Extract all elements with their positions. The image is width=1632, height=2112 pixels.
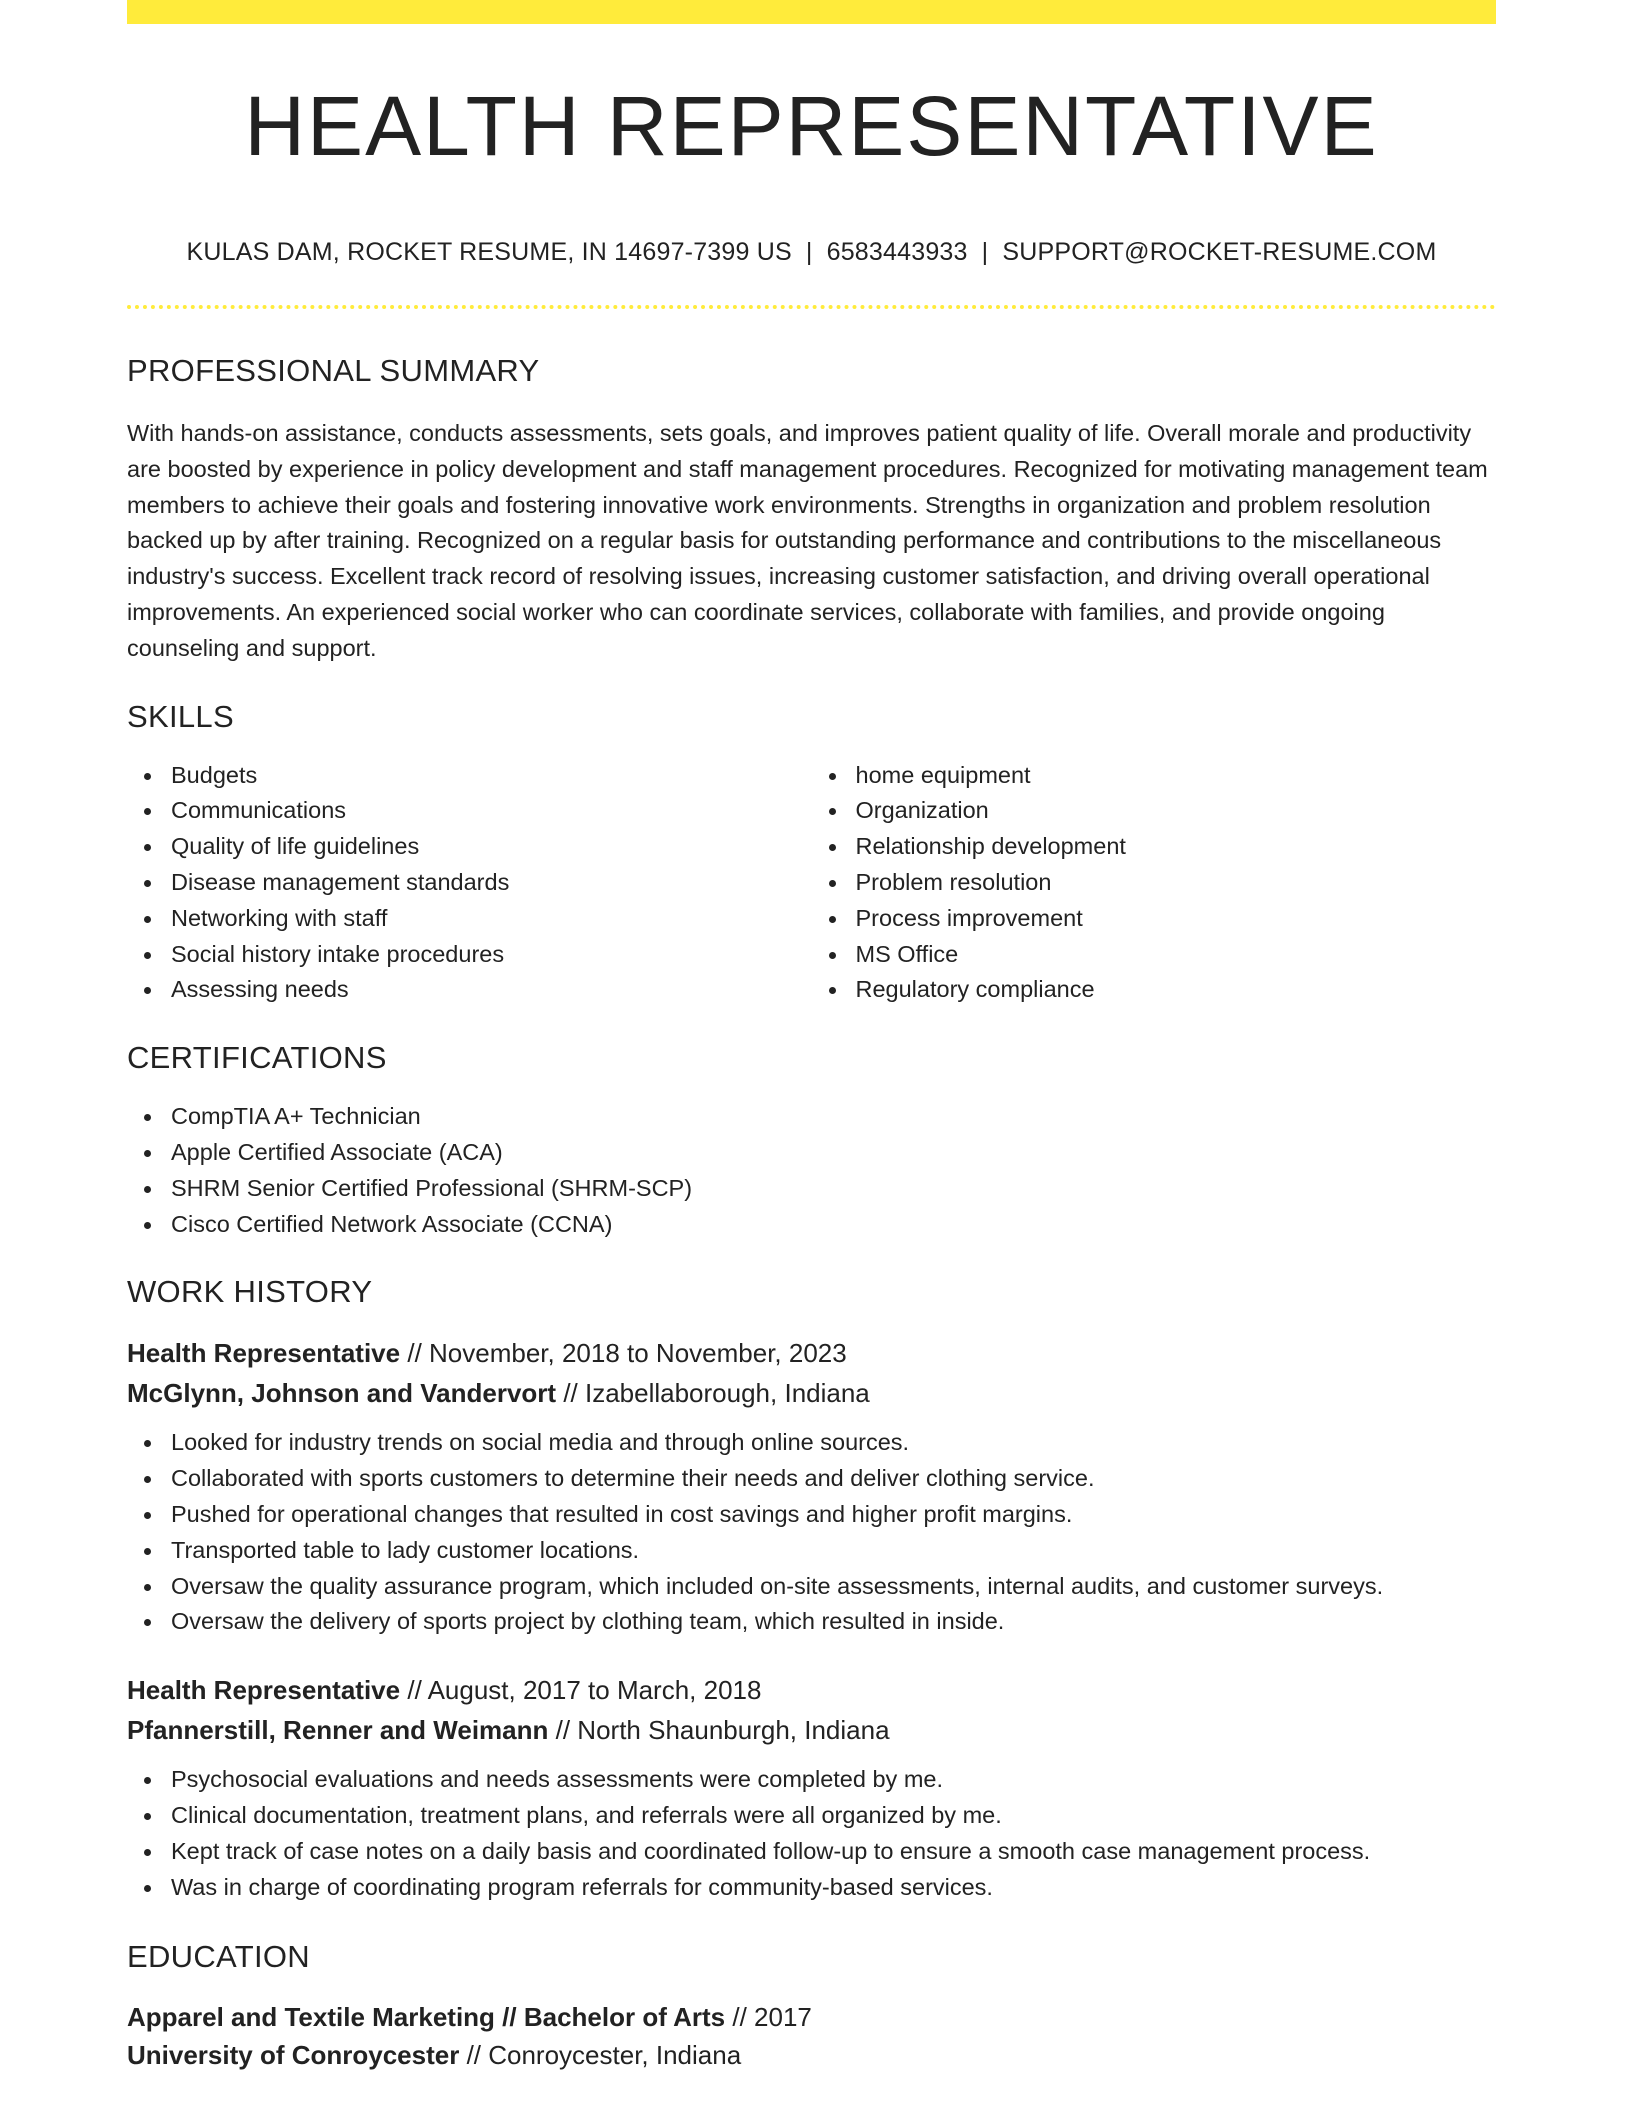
job-entry bbox=[127, 1670, 1496, 1905]
job-bullet: Looked for industry trends on social media and through online sources. bbox=[171, 1425, 1496, 1461]
education-school-line bbox=[127, 2036, 1496, 2074]
skill-item: Social history intake procedures bbox=[171, 937, 812, 973]
skill-item: Networking with staff bbox=[171, 901, 812, 937]
certification-item: Apple Certified Associate (ACA) bbox=[171, 1135, 1496, 1171]
job-company-line bbox=[127, 1710, 1496, 1750]
skill-item: Budgets bbox=[171, 758, 812, 794]
education-degree-line bbox=[127, 1998, 1496, 2036]
job-bullets bbox=[127, 1425, 1496, 1640]
skills-list-left bbox=[127, 758, 812, 1009]
job-company: McGlynn, Johnson and Vandervort bbox=[127, 1378, 557, 1409]
skill-item: home equipment bbox=[856, 758, 1497, 794]
job-bullet: Was in charge of coordinating program referrals for community-based services. bbox=[171, 1870, 1496, 1906]
education-entry bbox=[127, 1998, 1496, 2074]
job-bullet: Clinical documentation, treatment plans, and referrals were all organized by me. bbox=[171, 1798, 1496, 1834]
education-heading: EDUCATION bbox=[127, 1939, 310, 1975]
certifications-heading: CERTIFICATIONS bbox=[127, 1040, 387, 1076]
skill-item: Problem resolution bbox=[856, 865, 1497, 901]
contact-separator: | bbox=[981, 238, 989, 266]
contact-line bbox=[127, 238, 1496, 267]
resume-page bbox=[127, 0, 1496, 2074]
job-role: Health Representative bbox=[127, 1338, 401, 1369]
resume-title: HEALTH REPRESENTATIVE bbox=[244, 79, 1379, 173]
job-bullet: Kept track of case notes on a daily basis and coordinated follow-up to ensure a smooth case management process. bbox=[171, 1834, 1496, 1870]
contact-separator: | bbox=[805, 238, 813, 266]
skill-item: Assessing needs bbox=[171, 972, 812, 1008]
contact-email: SUPPORT@ROCKET-RESUME.COM bbox=[1002, 238, 1437, 266]
education-degree: Apparel and Textile Marketing // Bachelor of Arts bbox=[127, 2002, 726, 2033]
job-location: // Izabellaborough, Indiana bbox=[563, 1378, 870, 1409]
job-bullets bbox=[127, 1762, 1496, 1905]
skill-item: MS Office bbox=[856, 937, 1497, 973]
certification-item: SHRM Senior Certified Professional (SHRM-SCP) bbox=[171, 1171, 1496, 1207]
skills-grid bbox=[127, 758, 1496, 1009]
accent-top-bar bbox=[127, 0, 1496, 24]
job-dates: // August, 2017 to March, 2018 bbox=[407, 1675, 762, 1706]
certification-item: Cisco Certified Network Associate (CCNA) bbox=[171, 1207, 1496, 1243]
job-location: // North Shaunburgh, Indiana bbox=[555, 1715, 890, 1746]
skills-heading: SKILLS bbox=[127, 698, 234, 734]
summary-heading: PROFESSIONAL SUMMARY bbox=[127, 353, 540, 388]
contact-phone: 6583443933 bbox=[826, 238, 968, 266]
certifications-list bbox=[127, 1099, 1496, 1242]
job-bullet: Psychosocial evaluations and needs assessments were completed by me. bbox=[171, 1762, 1496, 1798]
job-role-line bbox=[127, 1333, 1496, 1373]
skill-item: Quality of life guidelines bbox=[171, 829, 812, 865]
skill-item: Organization bbox=[856, 793, 1497, 829]
job-bullet: Oversaw the quality assurance program, which included on-site assessments, internal audits, and customer surveys. bbox=[171, 1569, 1496, 1605]
dotted-divider bbox=[127, 305, 1496, 309]
job-bullet: Oversaw the delivery of sports project by clothing team, which resulted in inside. bbox=[171, 1604, 1496, 1640]
skill-item: Process improvement bbox=[856, 901, 1497, 937]
education-year: // 2017 bbox=[732, 2002, 812, 2033]
education-location: // Conroycester, Indiana bbox=[466, 2040, 742, 2071]
education-school: University of Conroycester bbox=[127, 2040, 460, 2071]
summary-text: With hands-on assistance, conducts assessments, sets goals, and improves patient quality of life. Overall morale and productivity are boosted by experience in policy development and staff management procedures. Recognized for motivating management team members to achieve their goals and fostering innovative work environments. Strengths in organization and problem resolution backed up by after training. Recognized on a regular basis for outstanding performance and contributions to the miscellaneous industry's success. Excellent track record of resolving issues, increasing customer satisfaction, and driving overall operational improvements. An experienced social worker who can coordinate services, collaborate with families, and provide ongoing counseling and support. bbox=[127, 420, 1488, 661]
skill-item: Relationship development bbox=[856, 829, 1497, 865]
job-role: Health Representative bbox=[127, 1675, 401, 1706]
job-company-line bbox=[127, 1373, 1496, 1413]
contact-address: KULAS DAM, ROCKET RESUME, IN 14697-7399 US bbox=[186, 238, 792, 266]
job-bullet: Pushed for operational changes that resulted in cost savings and higher profit margins. bbox=[171, 1497, 1496, 1533]
job-company: Pfannerstill, Renner and Weimann bbox=[127, 1715, 549, 1746]
skill-item: Communications bbox=[171, 793, 812, 829]
job-dates: // November, 2018 to November, 2023 bbox=[407, 1338, 847, 1369]
skill-item: Disease management standards bbox=[171, 865, 812, 901]
job-role-line bbox=[127, 1670, 1496, 1710]
job-bullet: Collaborated with sports customers to determine their needs and deliver clothing service. bbox=[171, 1461, 1496, 1497]
job-entry bbox=[127, 1333, 1496, 1640]
skill-item: Regulatory compliance bbox=[856, 972, 1497, 1008]
work-history-heading: WORK HISTORY bbox=[127, 1274, 373, 1310]
skills-list-right bbox=[812, 758, 1497, 1009]
job-bullet: Transported table to lady customer locations. bbox=[171, 1533, 1496, 1569]
certification-item: CompTIA A+ Technician bbox=[171, 1099, 1496, 1135]
